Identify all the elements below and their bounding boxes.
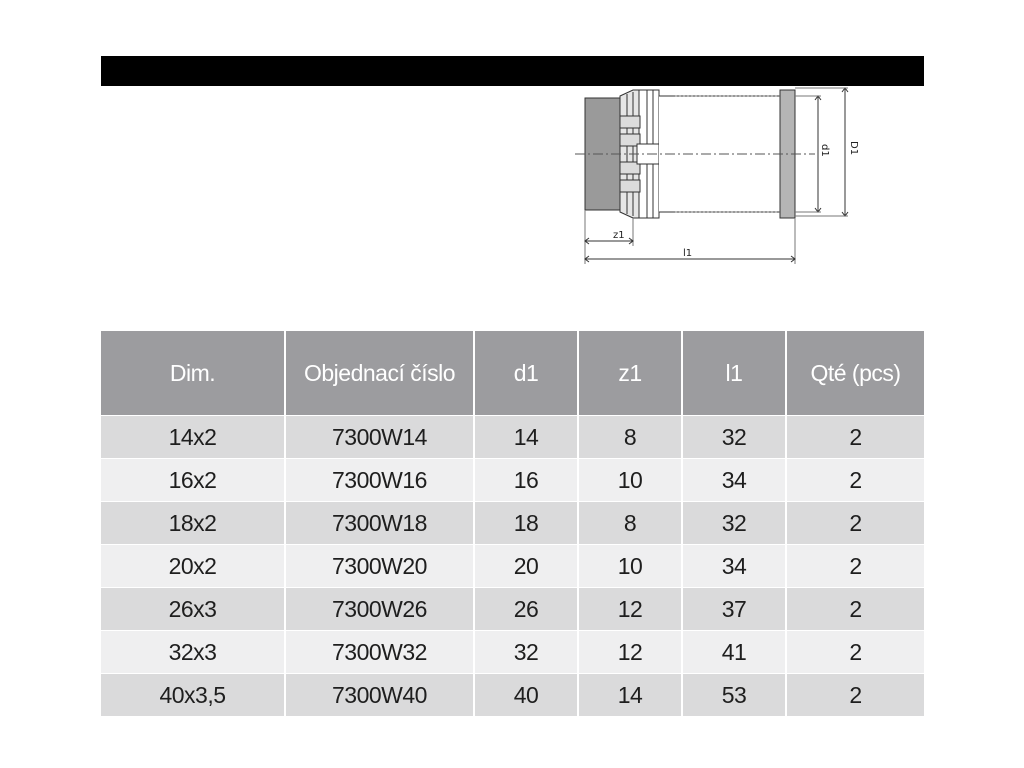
cell-d1: 32 <box>474 631 578 674</box>
top-black-bar <box>101 56 924 86</box>
cell-d1: 14 <box>474 416 578 459</box>
cell-d1: 26 <box>474 588 578 631</box>
header-dim: Dim. <box>101 331 285 416</box>
cell-order-number: 7300W26 <box>285 588 474 631</box>
cell-dim: 14x2 <box>101 416 285 459</box>
dim-label-z1: z1 <box>613 230 625 241</box>
table-row <box>101 588 924 631</box>
table-row <box>101 545 924 588</box>
table-header-row <box>101 331 924 416</box>
cell-order-number: 7300W32 <box>285 631 474 674</box>
cell-qty: 2 <box>786 545 924 588</box>
cell-l1: 53 <box>682 674 786 717</box>
cell-z1: 10 <box>578 459 682 502</box>
cell-order-number: 7300W14 <box>285 416 474 459</box>
cell-order-number: 7300W40 <box>285 674 474 717</box>
cell-qty: 2 <box>786 416 924 459</box>
header-z1: z1 <box>578 331 682 416</box>
dim-label-l1: l1 <box>683 248 693 259</box>
header-d1: d1 <box>474 331 578 416</box>
cell-order-number: 7300W20 <box>285 545 474 588</box>
cell-dim: 16x2 <box>101 459 285 502</box>
table-row <box>101 502 924 545</box>
fitting-technical-drawing <box>575 86 875 266</box>
cell-dim: 32x3 <box>101 631 285 674</box>
header-order-number: Objednací číslo <box>285 331 474 416</box>
cell-z1: 14 <box>578 674 682 717</box>
cell-qty: 2 <box>786 674 924 717</box>
cell-dim: 26x3 <box>101 588 285 631</box>
cell-dim: 20x2 <box>101 545 285 588</box>
dim-label-d1: d1 <box>819 144 830 157</box>
cell-qty: 2 <box>786 459 924 502</box>
header-qty: Qté (pcs) <box>786 331 924 416</box>
table-row <box>101 631 924 674</box>
cell-l1: 34 <box>682 545 786 588</box>
cell-order-number: 7300W18 <box>285 502 474 545</box>
cell-z1: 8 <box>578 416 682 459</box>
cell-d1: 18 <box>474 502 578 545</box>
cell-z1: 10 <box>578 545 682 588</box>
cell-l1: 41 <box>682 631 786 674</box>
dim-label-D1: D1 <box>848 141 859 156</box>
cell-z1: 12 <box>578 631 682 674</box>
cell-l1: 34 <box>682 459 786 502</box>
cell-dim: 40x3,5 <box>101 674 285 717</box>
cell-z1: 8 <box>578 502 682 545</box>
header-l1: l1 <box>682 331 786 416</box>
cell-d1: 16 <box>474 459 578 502</box>
cell-l1: 32 <box>682 416 786 459</box>
cell-d1: 40 <box>474 674 578 717</box>
cell-l1: 32 <box>682 502 786 545</box>
cell-qty: 2 <box>786 502 924 545</box>
cell-d1: 20 <box>474 545 578 588</box>
cell-z1: 12 <box>578 588 682 631</box>
table-row <box>101 416 924 459</box>
dimensions-table <box>101 331 924 716</box>
table-row <box>101 459 924 502</box>
cell-order-number: 7300W16 <box>285 459 474 502</box>
cell-qty: 2 <box>786 631 924 674</box>
cell-qty: 2 <box>786 588 924 631</box>
cell-dim: 18x2 <box>101 502 285 545</box>
cell-l1: 37 <box>682 588 786 631</box>
table-row <box>101 674 924 717</box>
